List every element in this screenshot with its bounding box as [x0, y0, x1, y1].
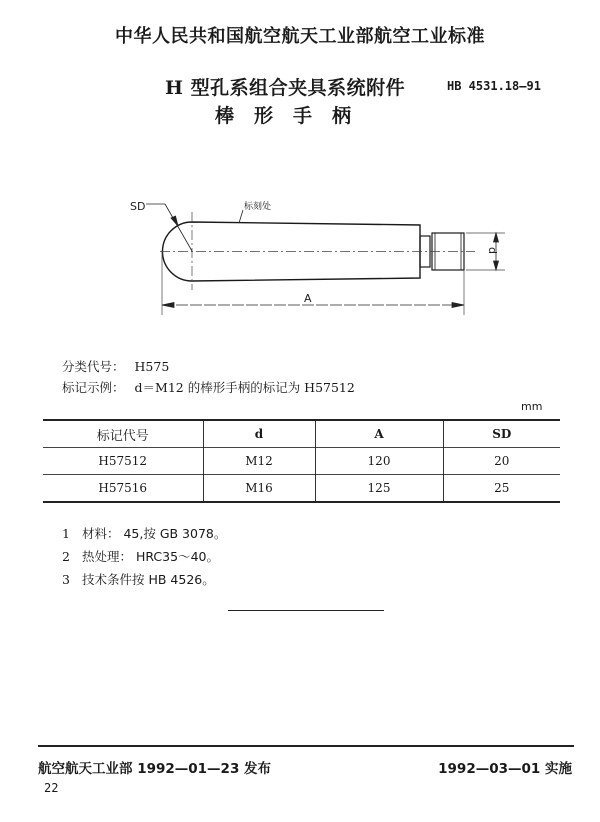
cell-d: M12: [203, 448, 315, 475]
column-header-a: A: [315, 420, 443, 448]
classification-code: [62, 357, 169, 375]
document-title: [165, 73, 405, 100]
cell-sd: 25: [443, 475, 560, 503]
example-value: d＝M12 的棒形手柄的标记为 H57512: [134, 380, 355, 395]
issuing-organization: 中华人民共和国航空航天工业部航空工业标准: [115, 26, 485, 47]
title-line-1: 型孔系组合夹具系统附件: [183, 77, 406, 99]
table-row: [43, 475, 560, 503]
note-item: 2 热处理： HRC35～40。: [62, 549, 219, 564]
marking-example: [62, 378, 355, 396]
cell-code: H57512: [43, 448, 203, 475]
column-header-d: d: [203, 420, 315, 448]
standard-number: HB 4531.18—91: [447, 79, 541, 93]
cell-sd: 20: [443, 448, 560, 475]
table-row: [43, 448, 560, 475]
unit-label: mm: [521, 400, 543, 413]
cell-a: 125: [315, 475, 443, 503]
table-header-row: [43, 420, 560, 448]
cell-code: H57516: [43, 475, 203, 503]
sd-label: SD: [130, 200, 146, 213]
cell-a: 120: [315, 448, 443, 475]
column-header-sd: SD: [443, 420, 560, 448]
column-header-code: 标记代号: [43, 420, 203, 448]
title-prefix: H: [165, 77, 184, 99]
thread-d-label: d: [486, 247, 499, 254]
publication-date: 航空航天工业部 1992—01—23 发布: [38, 761, 272, 777]
footer-divider: [38, 745, 574, 747]
end-divider: [228, 610, 384, 611]
page-number: 22: [44, 781, 59, 795]
document-subtitle: 棒形手柄: [215, 105, 372, 127]
technical-notes: [62, 522, 226, 591]
note-item: 1 材料： 45,按 GB 3078。: [62, 526, 227, 541]
classification-label: 分类代号：: [62, 359, 125, 374]
length-a-label: A: [304, 292, 312, 305]
dimension-table: [43, 419, 560, 503]
cell-d: M16: [203, 475, 315, 503]
classification-value: H575: [134, 359, 170, 374]
example-label: 标记示例：: [62, 380, 125, 395]
effective-date: 1992—03—01 实施: [438, 761, 572, 777]
note-item: 3 技术条件按 HB 4526。: [62, 572, 215, 587]
marking-label: 标刻处: [244, 202, 272, 212]
handle-drawing: [110, 180, 530, 320]
